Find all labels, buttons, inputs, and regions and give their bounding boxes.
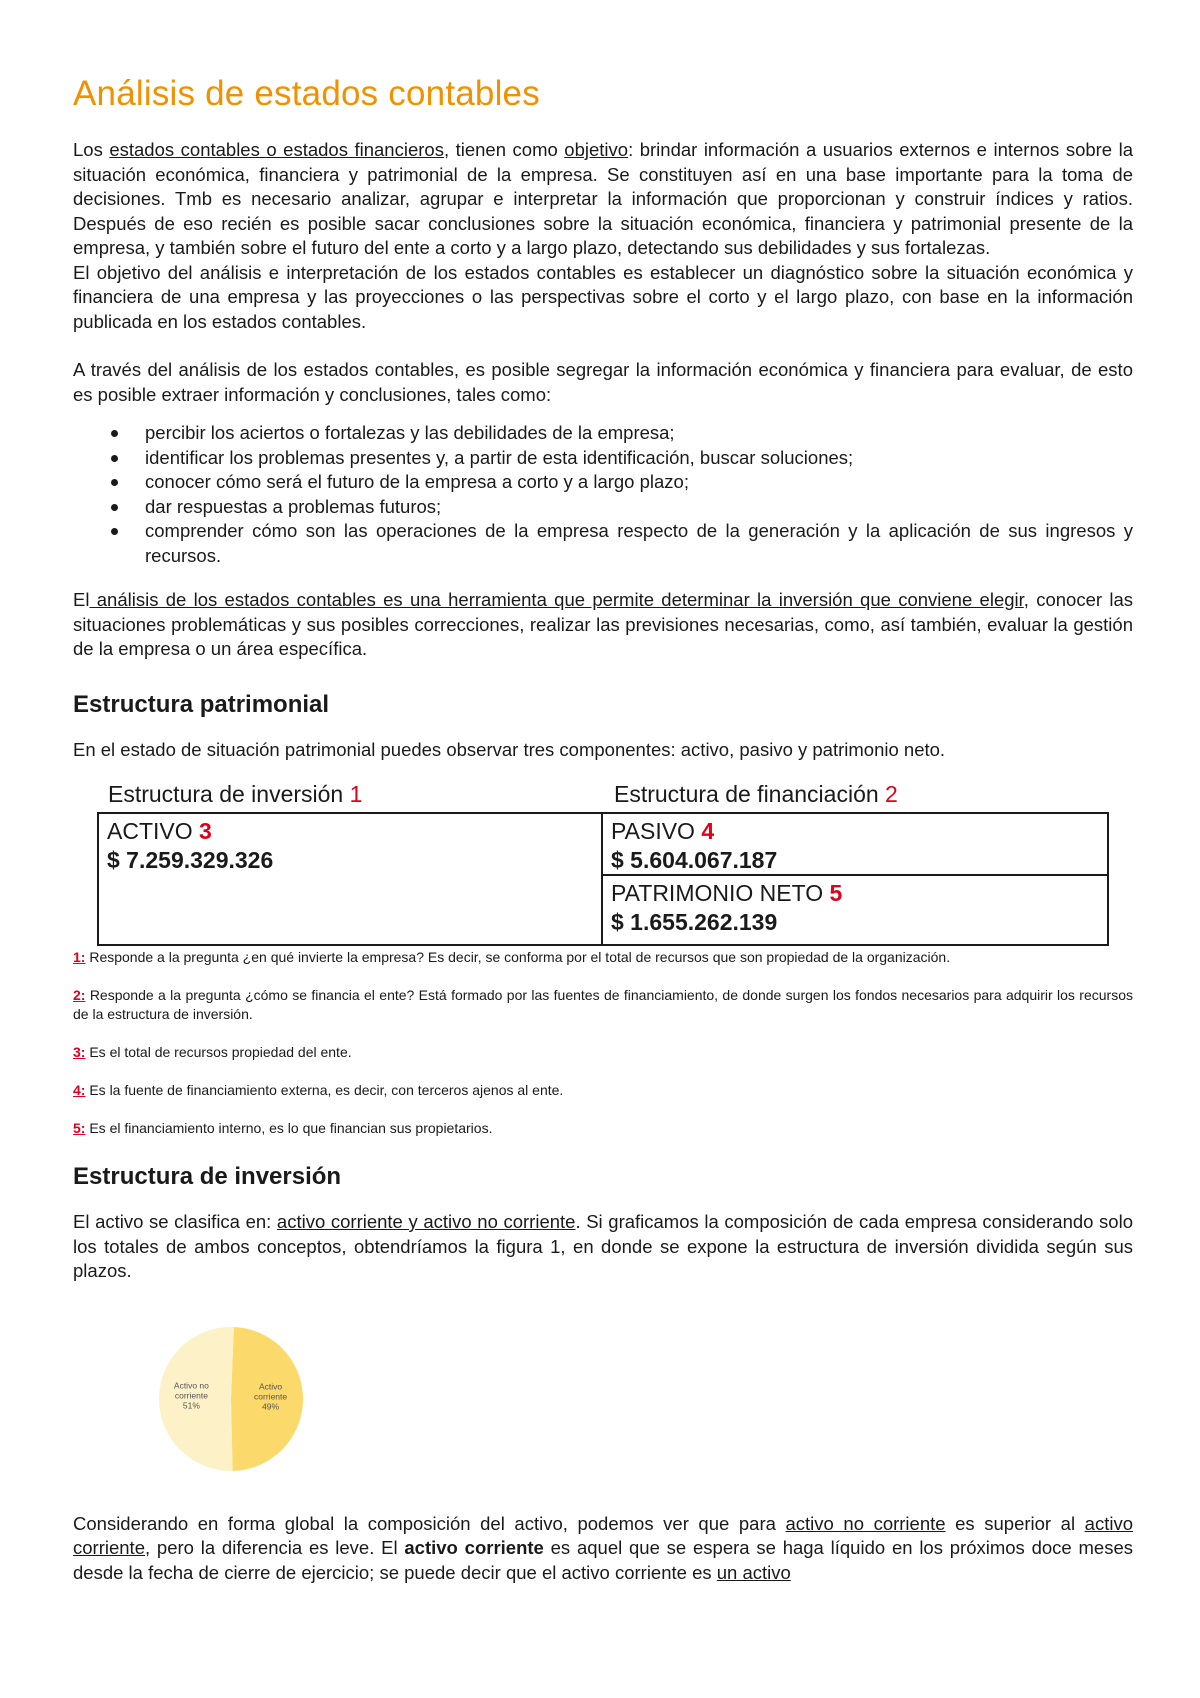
- footnote: [73, 948, 1133, 967]
- pie-label-0: corriente: [254, 1390, 288, 1401]
- text-run: El: [73, 589, 90, 610]
- link-activo-corriente[interactable]: activo corriente y activo no corriente: [276, 1211, 576, 1232]
- table-grid: [97, 812, 1109, 946]
- footnote-number: 2:: [73, 987, 86, 1003]
- pie-label-0: Activo: [259, 1380, 283, 1391]
- text-run: , conocer las situaciones problemáticas y sus posibles correcciones, realizar las previsiones necesarias, como, así también, evaluar la gestión de la empresa o un área específica.: [73, 589, 1133, 659]
- link-activo-no-corriente[interactable]: activo no corriente: [785, 1512, 946, 1534]
- text-run: es aquel que se espera se haga líquido en los próximos doce meses desde la fecha de cierre de ejercicio; se puede decir que el activo corriente es: [73, 1537, 1134, 1583]
- page-title: Análisis de estados contables: [73, 74, 540, 113]
- intro-paragraph-1: [73, 138, 1133, 261]
- header-label: Estructura de inversión: [108, 781, 344, 807]
- pie-label-1: Activo no: [173, 1380, 209, 1391]
- intro-paragraph-2: El objetivo del análisis e interpretación de los estados contables es establecer un diagnóstico sobre la situación económica y financiera de una empresa y las proyecciones o las perspectivas sobre el corto y el largo plazo, con base en la información publicada en los estados contables.: [73, 261, 1133, 332]
- footnote-text: Es el total de recursos propiedad del ente.: [85, 1044, 352, 1060]
- link-analisis[interactable]: análisis de los estados contables es una herramienta que permite determinar la inversión que conviene elegir: [89, 589, 1024, 610]
- table-header-financiacion: [580, 776, 898, 812]
- footnote-ref: 1: [349, 781, 363, 807]
- analysis-paragraph: [73, 588, 1133, 662]
- footnote-number: 5:: [73, 1120, 86, 1136]
- patrimonial-table: [73, 776, 1133, 946]
- pie-label-1: 51%: [182, 1400, 200, 1411]
- cell-patrimonio-neto: [603, 876, 1107, 944]
- list-item: dar respuestas a problemas futuros;: [73, 495, 1133, 520]
- text-run: El activo se clasifica en:: [73, 1211, 277, 1232]
- link-objetivo[interactable]: objetivo: [564, 139, 629, 160]
- spacer: [73, 334, 1133, 358]
- footnote: [73, 1119, 1133, 1138]
- bullet-list: [73, 421, 1133, 568]
- text-run: Los: [73, 139, 110, 160]
- list-item: conocer cómo será el futuro de la empresa a corto y a largo plazo;: [73, 470, 1133, 495]
- cell-pasivo: [603, 814, 1107, 876]
- text-run: es superior al: [945, 1512, 1085, 1534]
- footnote-text: Responde a la pregunta ¿en qué invierte la empresa? Es decir, se conforma por el total de recursos que son propiedad de la organización.: [85, 949, 951, 965]
- footnote-ref: 2: [885, 781, 898, 807]
- bold-term: activo corriente: [404, 1537, 544, 1558]
- text-run: . Si graficamos la composición de cada empresa considerando solo los totales de ambos conceptos, obtendríamos la figura 1, en donde se expone la estructura de inversión dividida según sus plazos.: [73, 1211, 1133, 1281]
- footnote-number: 1:: [73, 949, 86, 965]
- spacer: [73, 662, 1133, 690]
- footnote-number: 3:: [73, 1044, 86, 1060]
- heading-estructura-inversion: Estructura de inversión: [73, 1163, 342, 1190]
- footnote-ref: 4: [701, 818, 715, 844]
- pie-label-0: 49%: [262, 1400, 280, 1411]
- cell-label: ACTIVO: [107, 818, 193, 844]
- table-header-inversion: [73, 776, 580, 812]
- pasivo-value: $ 5.604.067.187: [611, 847, 778, 873]
- pie-label-1: corriente: [174, 1390, 208, 1401]
- footnotes: [73, 948, 1133, 1138]
- document-content: [73, 72, 1133, 1585]
- patrimonial-paragraph: En el estado de situación patrimonial puedes observar tres componentes: activo, pasivo y patrimonio neto.: [73, 738, 946, 760]
- text-run: , tienen como: [443, 139, 565, 160]
- heading-estructura-patrimonial: Estructura patrimonial: [73, 690, 330, 718]
- activo-line: [107, 817, 601, 846]
- link-activo-corriente-2[interactable]: activo corriente: [73, 1512, 1133, 1558]
- inversion-paragraph: [73, 1210, 1133, 1284]
- activo-value: $ 7.259.329.326: [107, 847, 274, 873]
- footnote-ref: 3: [199, 818, 212, 844]
- table-header-row: [73, 776, 1133, 812]
- footnote: [73, 1043, 1133, 1062]
- footnote-ref: 5: [829, 880, 843, 906]
- list-item: identificar los problemas presentes y, a partir de esta identificación, buscar soluciones;: [73, 446, 1133, 471]
- cell-activo: [99, 814, 603, 944]
- pasivo-line: [611, 817, 1107, 846]
- footnote: [73, 986, 1133, 1024]
- closing-paragraph: [73, 1512, 1133, 1586]
- list-item: comprender cómo son las operaciones de la empresa respecto de la generación y la aplicación de sus ingresos y recursos.: [73, 519, 1133, 568]
- intro-paragraph-3: A través del análisis de los estados contables, es posible segregar la información económica y financiera para evaluar, de esto es posible extraer información y conclusiones, tales como:: [73, 359, 1133, 405]
- footnote-text: Responde a la pregunta ¿cómo se financia el ente? Está formado por las fuentes de financiamiento, de donde surgen los fondos necesarios para adquirir los recursos de la estructura de inversión.: [73, 987, 1133, 1022]
- header-label: Estructura de financiación: [614, 781, 879, 807]
- pn-value: $ 1.655.262.139: [611, 909, 778, 935]
- footnote-text: Es el financiamiento interno, es lo que financian sus propietarios.: [85, 1120, 493, 1136]
- pn-line: [611, 879, 1107, 908]
- pie-chart: [73, 1304, 1133, 1504]
- text-run: , pero la diferencia es leve. El: [144, 1537, 405, 1558]
- text-run: Considerando en forma global la composición del activo, podemos ver que para: [73, 1512, 786, 1534]
- cell-label: PATRIMONIO NETO: [611, 880, 824, 906]
- footnote-number: 4:: [73, 1082, 86, 1098]
- text-run: : brindar información a usuarios externos e internos sobre la situación económica, financiera y patrimonial de la empresa. Se constituyen así en una base importante para la toma de decisiones. Tmb es necesario analizar, agrupar e interpretar la información que proporcionan y construir índices y ratios. Después de eso recién es posible sacar conclusiones sobre la situación económica, financiera y patrimonial presente de la empresa, y también sobre el futuro del ente a corto y a largo plazo, detectando sus debilidades y sus fortalezas.: [73, 139, 1134, 258]
- link-estados-contables[interactable]: estados contables o estados financieros: [109, 139, 444, 160]
- pie-chart-svg: [156, 1324, 306, 1474]
- link-un-activo[interactable]: un activo: [716, 1561, 791, 1583]
- footnote: [73, 1081, 1133, 1100]
- list-item: percibir los aciertos o fortalezas y las debilidades de la empresa;: [73, 421, 1133, 446]
- footnote-text: Es la fuente de financiamiento externa, es decir, con terceros ajenos al ente.: [85, 1082, 564, 1098]
- cell-label: PASIVO: [611, 818, 695, 844]
